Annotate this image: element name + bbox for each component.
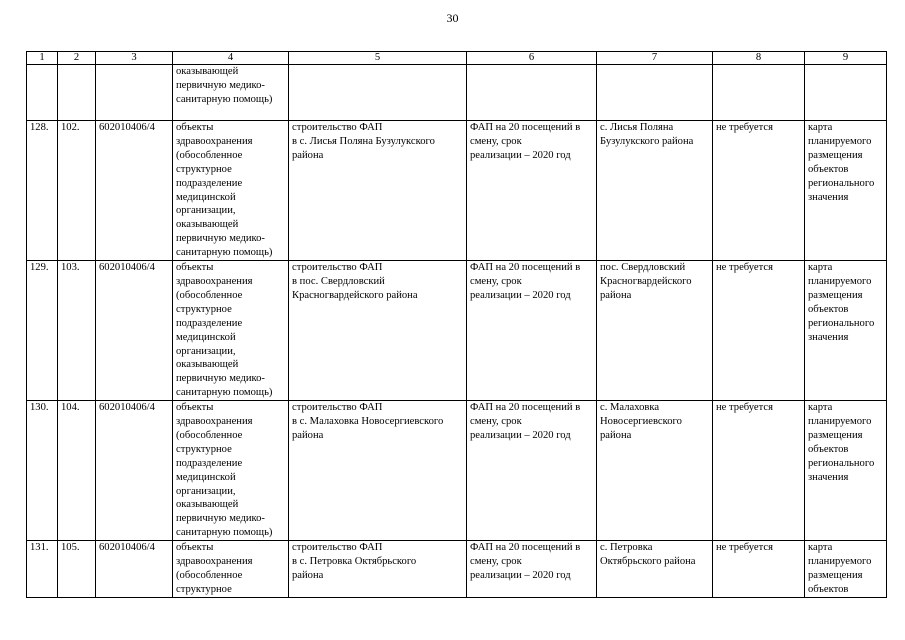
continuation-row: [27, 65, 887, 121]
zone-cell: не требуется: [713, 121, 805, 261]
page-number: 30: [446, 11, 459, 25]
row-number: 130.: [27, 401, 58, 541]
column-header: 7: [597, 52, 713, 65]
map-cell: карта планируемого размещения объектов регионального значения: [805, 121, 887, 261]
location-cell: с. Малаховка Новосергиевского района: [597, 401, 713, 541]
location-cell: с. Лисья Поляна Бузулукского района: [597, 121, 713, 261]
purpose-cell: строительство ФАП в с. Малаховка Новосергиевского района: [289, 401, 467, 541]
characteristics-cell: ФАП на 20 посещений в смену, срок реализации – 2020 год: [467, 541, 597, 598]
column-header: 9: [805, 52, 887, 65]
table-row: [27, 541, 887, 598]
purpose-cell: строительство ФАП в с. Лисья Поляна Бузулукского района: [289, 121, 467, 261]
object-name-cell: оказывающей первичную медико- санитарную помощь): [173, 65, 289, 121]
purpose-cell: строительство ФАП в пос. Свердловский Красногвардейского района: [289, 261, 467, 401]
objects-table: [26, 51, 887, 598]
map-cell: карта планируемого размещения объектов: [805, 541, 887, 598]
object-name-cell: объекты здравоохранения (обособленное структурное: [173, 541, 289, 598]
zone-cell: не требуется: [713, 261, 805, 401]
row-subnumber: 103.: [58, 261, 96, 401]
column-header: 8: [713, 52, 805, 65]
row-number: 128.: [27, 121, 58, 261]
row-subnumber: 105.: [58, 541, 96, 598]
map-cell: карта планируемого размещения объектов регионального значения: [805, 261, 887, 401]
object-name-cell: объекты здравоохранения (обособленное структурное подразделение медицинской организации, оказывающей первичную медико- санитарную помощь): [173, 121, 289, 261]
object-code: 602010406/4: [96, 541, 173, 598]
row-number: 129.: [27, 261, 58, 401]
purpose-cell: строительство ФАП в с. Петровка Октябрьского района: [289, 541, 467, 598]
zone-cell: не требуется: [713, 541, 805, 598]
object-name-cell: объекты здравоохранения (обособленное структурное подразделение медицинской организации, оказывающей первичную медико- санитарную помощь): [173, 261, 289, 401]
table-row: [27, 401, 887, 541]
zone-cell: не требуется: [713, 401, 805, 541]
location-cell: с. Петровка Октябрьского района: [597, 541, 713, 598]
characteristics-cell: ФАП на 20 посещений в смену, срок реализации – 2020 год: [467, 261, 597, 401]
column-header: 4: [173, 52, 289, 65]
object-code: 602010406/4: [96, 121, 173, 261]
column-header: 6: [467, 52, 597, 65]
column-header: 1: [27, 52, 58, 65]
column-header: 3: [96, 52, 173, 65]
table-row: [27, 121, 887, 261]
location-cell: пос. Свердловский Красногвардейского района: [597, 261, 713, 401]
row-subnumber: 104.: [58, 401, 96, 541]
column-header: 5: [289, 52, 467, 65]
row-subnumber: 102.: [58, 121, 96, 261]
table-row: [27, 261, 887, 401]
object-code: 602010406/4: [96, 401, 173, 541]
characteristics-cell: ФАП на 20 посещений в смену, срок реализации – 2020 год: [467, 121, 597, 261]
object-code: 602010406/4: [96, 261, 173, 401]
map-cell: карта планируемого размещения объектов регионального значения: [805, 401, 887, 541]
column-header: 2: [58, 52, 96, 65]
header-row: [27, 52, 887, 65]
object-name-cell: объекты здравоохранения (обособленное структурное подразделение медицинской организации, оказывающей первичную медико- санитарную помощь): [173, 401, 289, 541]
characteristics-cell: ФАП на 20 посещений в смену, срок реализации – 2020 год: [467, 401, 597, 541]
row-number: 131.: [27, 541, 58, 598]
